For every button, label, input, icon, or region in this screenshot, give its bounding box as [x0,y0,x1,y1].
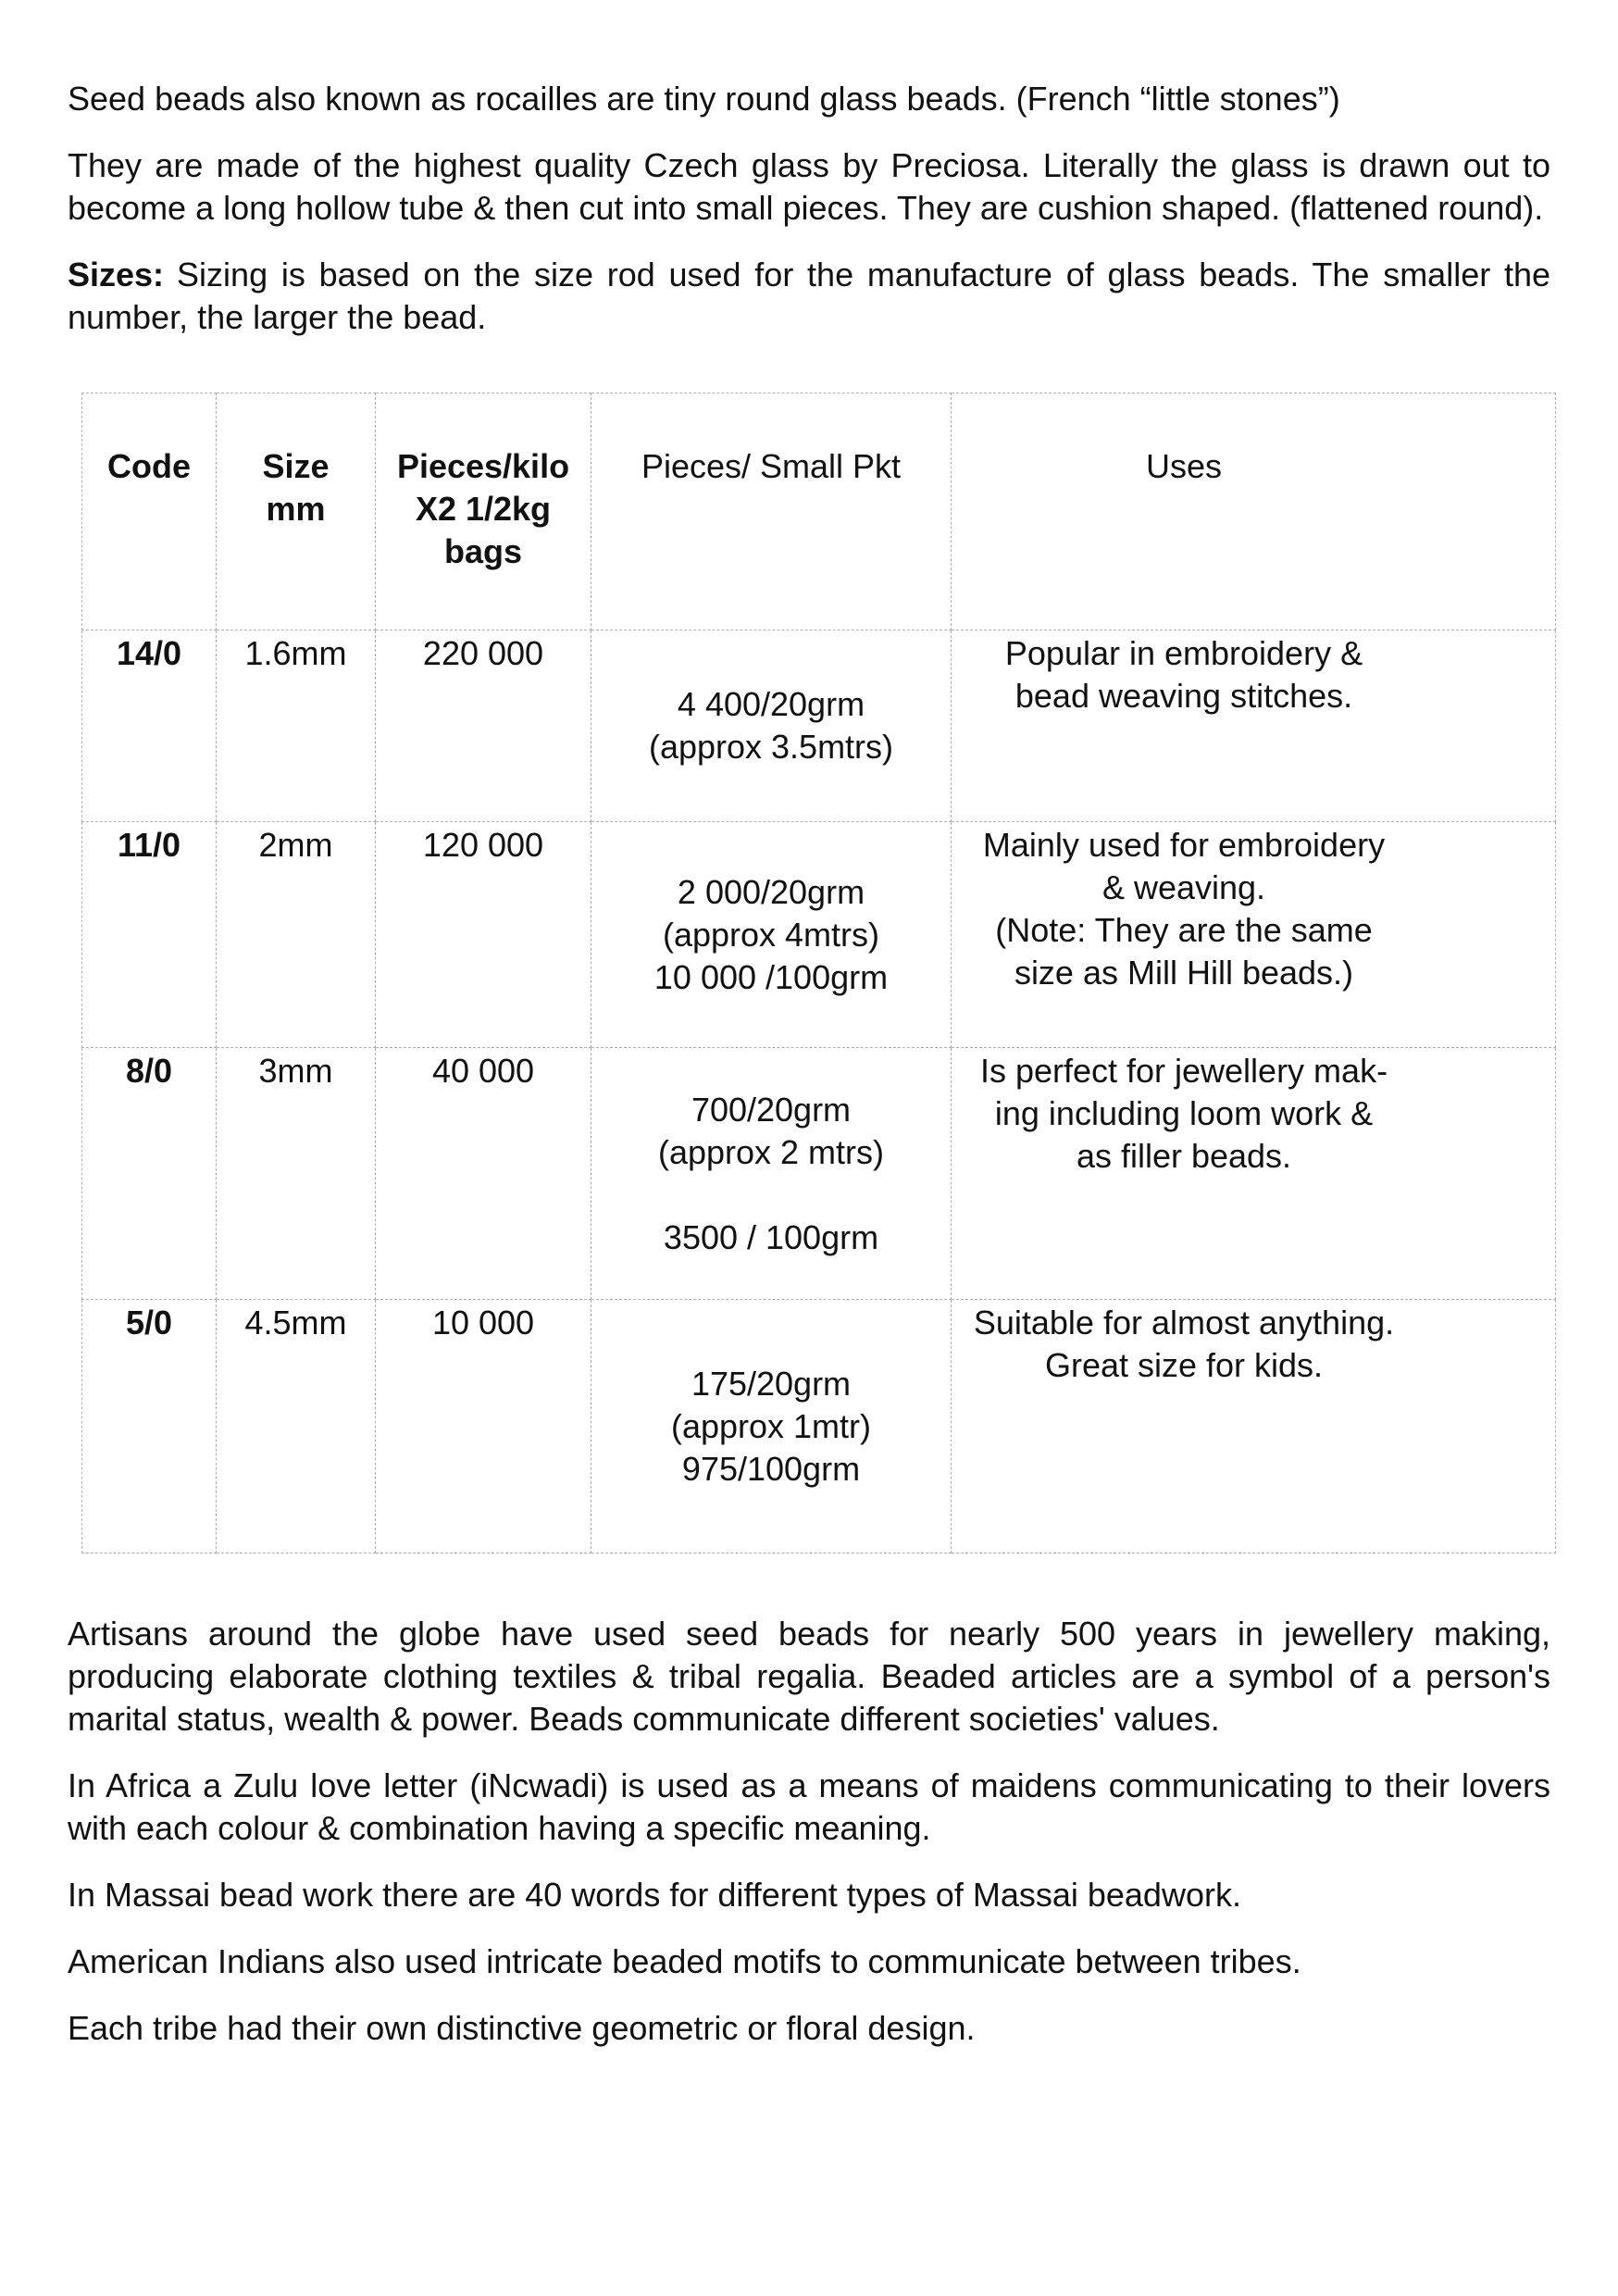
header-code [82,393,217,630]
cell-line: (approx 4mtrs) [662,915,880,954]
cell-line: & weaving. [1101,868,1266,906]
cell-line: 10 000 /100grm [653,957,889,996]
cell-code: 8/0 [82,1048,217,1300]
cell-line: 175/20grm [691,1364,852,1403]
cell-line: (Note: They are the same [995,911,1373,949]
header-line: X2 1/2kg [415,490,552,528]
table-row [82,1048,1556,1300]
cell-line: Suitable for almost anything. [973,1304,1395,1341]
cell-uses [952,1048,1556,1300]
cell-size: 2mm [217,822,376,1048]
header-line: Uses [1145,447,1223,485]
cell-pieces-kilo: 10 000 [376,1300,591,1554]
cell-line: 4 400/20grm [677,685,865,723]
cell-code: 5/0 [82,1300,217,1554]
cell-line: (approx 3.5mtrs) [648,728,894,766]
cell-line: (approx 1mtr) [670,1406,872,1445]
cell-pieces-kilo: 120 000 [376,822,591,1048]
bead-size-table [81,393,1556,1554]
cell-line: 3500 / 100grm [663,1217,879,1256]
paragraph-massai: In Massai bead work there are 40 words for different types of Massai beadwork. [68,1876,1241,1914]
header-line: Size [262,447,330,485]
paragraph-tribe-design: Each tribe had their own distinctive geometric or floral design. [68,2009,976,2047]
cell-line: Mainly used for embroidery [982,826,1386,864]
table-row [82,630,1556,822]
header-pieces-small-pkt [591,393,952,630]
cell-size: 4.5mm [217,1300,376,1554]
paragraph-sizes [68,254,1550,339]
cell-line: bead weaving stitches. [1014,677,1353,715]
cell-line: (approx 2 mtrs) [657,1132,885,1171]
cell-code: 11/0 [82,822,217,1048]
cell-line: Is perfect for jewellery mak- [979,1052,1388,1090]
table-row [82,1300,1556,1554]
header-uses [952,393,1556,630]
header-size [217,393,376,630]
sizes-text: Sizing is based on the size rod used for the manufacture of glass beads. The smaller the number, the larger the bead. [68,256,1550,336]
header-line: Pieces/kilo [396,447,570,485]
cell-line: 2 000/20grm [677,872,865,911]
cell-line: ing including loom work & [994,1094,1374,1132]
cell-uses [952,630,1556,822]
cell-pieces-small-pkt [591,630,952,822]
cell-pieces-kilo: 220 000 [376,630,591,822]
table-header-row [82,393,1556,630]
paragraph-manufacture: They are made of the highest quality Czech glass by Preciosa. Literally the glass is drawn out to become a long hollow tube & then cut into small pieces. They are cushion shaped. (flattened round). [68,146,1550,227]
paragraph-artisans: Artisans around the globe have used seed beads for nearly 500 years in jewellery making, producing elaborate clothing textiles & tribal regalia. Beaded articles are a symbol of a person's marital status, wealth & power. Beads communicate different societies' values. [68,1615,1550,1738]
cell-code: 14/0 [82,630,217,822]
sizes-label: Sizes: [68,256,165,293]
cell-uses [952,1300,1556,1554]
cell-pieces-kilo: 40 000 [376,1048,591,1300]
cell-line [591,1174,951,1217]
header-line: mm [266,490,326,528]
cell-size: 3mm [217,1048,376,1300]
table-row [82,822,1556,1048]
cell-pieces-small-pkt [591,1300,952,1554]
header-pieces-kilo [376,393,591,630]
header-line: bags [443,532,523,570]
paragraph-africa: In Africa a Zulu love letter (iNcwadi) is used as a means of maidens communicating to their lovers with each colour & combination having a specific meaning. [68,1766,1550,1847]
cell-pieces-small-pkt [591,1048,952,1300]
cell-pieces-small-pkt [591,822,952,1048]
cell-size: 1.6mm [217,630,376,822]
cell-line: as filler beads. [1076,1137,1292,1175]
cell-line: Popular in embroidery & [1004,634,1363,672]
cell-uses [952,822,1556,1048]
paragraph-intro: Seed beads also known as rocailles are tiny round glass beads. (French “little stones”) [68,80,1340,118]
cell-line: size as Mill Hill beads.) [1014,954,1354,992]
paragraph-american-indians: American Indians also used intricate beaded motifs to communicate between tribes. [68,1942,1301,1980]
header-line: Code [107,447,191,485]
header-line: Pieces/ Small Pkt [641,447,902,485]
cell-line: 975/100grm [681,1449,861,1488]
cell-line: 700/20grm [691,1090,852,1129]
cell-line: Great size for kids. [1044,1346,1324,1384]
